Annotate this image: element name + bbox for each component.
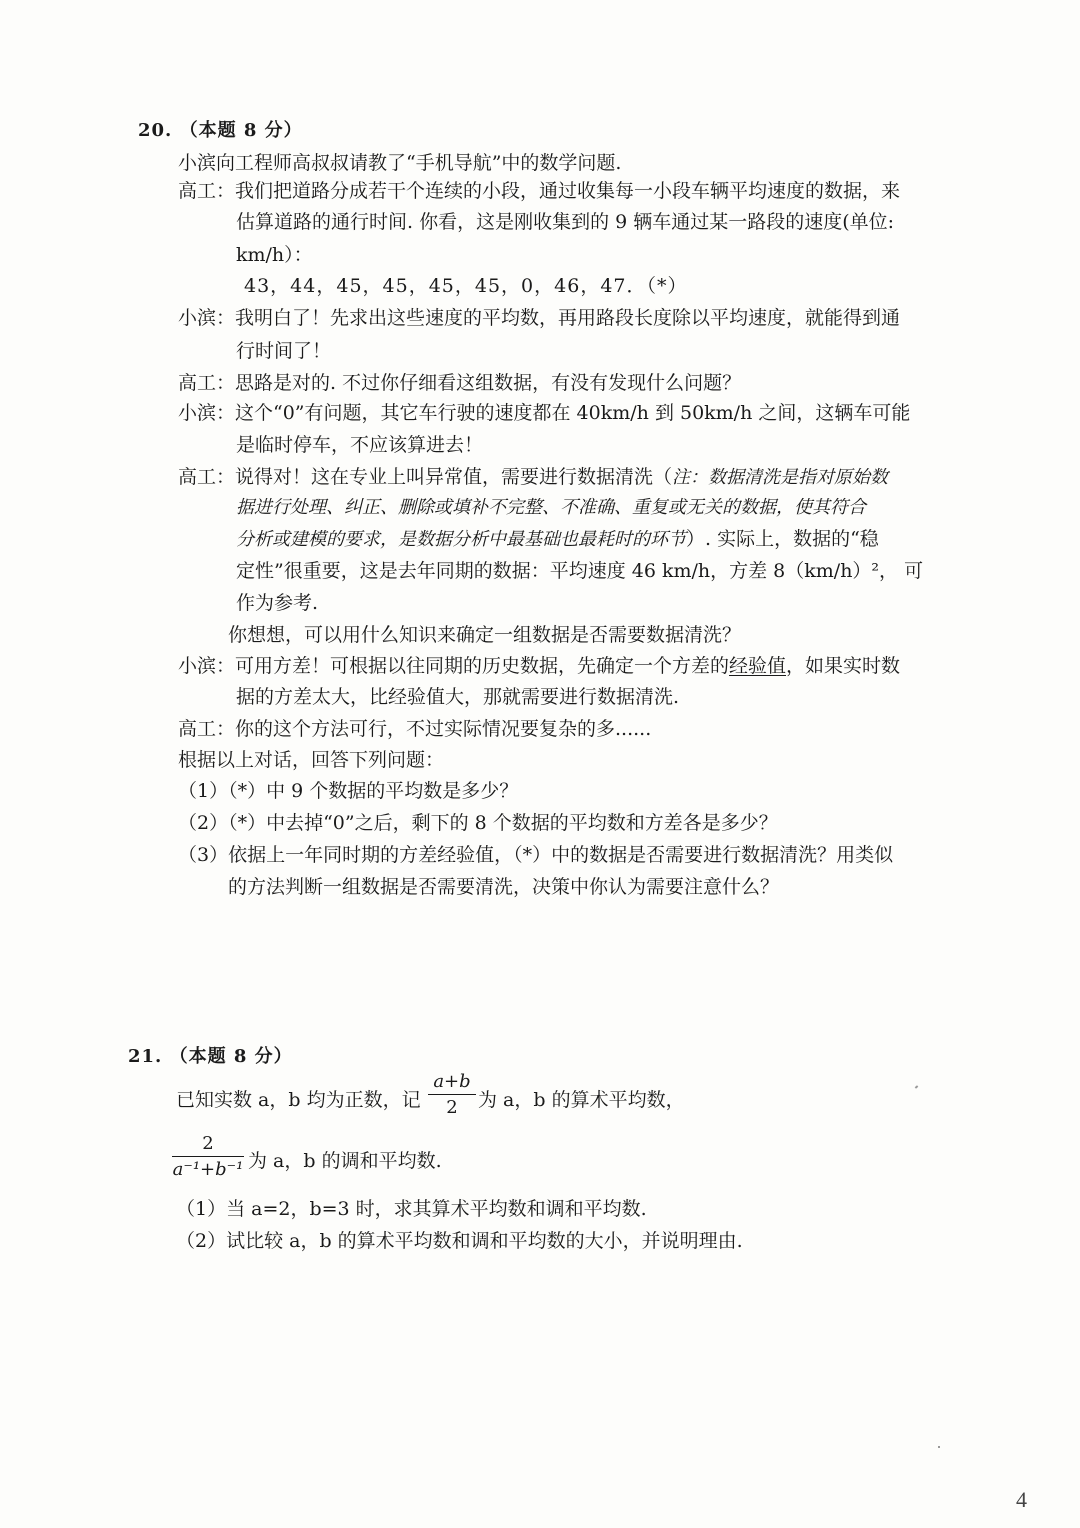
harmonic-mean-fraction: [172, 1133, 244, 1180]
fraction-denominator: 2: [446, 1097, 458, 1118]
scan-speck: [938, 1446, 940, 1448]
q20-sub3-line2: 的方法判断一组数据是否需要清洗，决策中你认为需要注意什么？: [228, 876, 780, 898]
q20-intro: 小滨向工程师高叔叔请教了“手机导航”中的数学问题.: [178, 152, 622, 174]
q20-bin3-tail: ，如果实时数: [786, 655, 901, 677]
q20-gao3-line4: 定性”很重要，这是去年同期的数据：平均速度 46 km/h，方差 8（km/h）²， 可: [236, 560, 924, 582]
q20-header: 20. （本题 8 分）: [138, 120, 303, 141]
q20-data-line: 43，44，45，45，45，45，0，46，47．（*）: [244, 275, 688, 297]
q21-line1-text: 已知实数 a，b 均为正数，记: [176, 1089, 421, 1111]
q20-gao4: 高工：你的这个方法可行，不过实际情况要复杂的多......: [178, 718, 652, 740]
q20-sub1: （1）（*）中 9 个数据的平均数是多少？: [178, 780, 519, 802]
fraction-bar: [172, 1156, 244, 1157]
page-number: 4: [1016, 1487, 1027, 1512]
scan-speck: [915, 1085, 919, 1088]
q20-sub2: （2）（*）中去掉“0”之后，剩下的 8 个数据的平均数和方差各是多少？: [178, 812, 778, 834]
q21-sub1: （1）当 a=2，b=3 时，求其算术平均数和调和平均数.: [176, 1198, 647, 1220]
q20-bin3-line1: [178, 651, 900, 678]
q20-gao1-line2: 估算道路的通行时间. 你看，这是刚收集到的 9 辆车通过某一路段的速度(单位:: [236, 211, 895, 233]
q20-gao3-line3: [236, 524, 879, 551]
q21-sub2: （2）试比较 a，b 的算术平均数和调和平均数的大小，并说明理由.: [176, 1230, 743, 1252]
fraction-numerator: a+b: [433, 1071, 471, 1092]
fraction-bar: [428, 1094, 476, 1095]
fraction-denominator: a⁻¹+b⁻¹: [172, 1159, 244, 1180]
q20-gao3-text: 高工：说得对！这在专业上叫异常值，需要进行数据清洗（: [178, 466, 673, 488]
q20-gao3-line3-tail: ）. 实际上，数据的“稳: [686, 528, 879, 550]
q20-gao3-note2: 据进行处理、纠正、删除或填补不完整、不准确、重复或无关的数据，使其符合: [236, 497, 866, 518]
q20-gao3-line5: 作为参考.: [236, 592, 319, 614]
q20-gao3-note3: 分析或建模的要求，是数据分析中最基础也最耗时的环节: [236, 529, 686, 550]
q20-sub3-line1: （3）依据上一年同时期的方差经验值，（*）中的数据是否需要进行数据清洗？用类似: [178, 844, 894, 866]
q21-line2-tail: 为 a，b 的调和平均数.: [248, 1150, 442, 1172]
q20-bin3-text: 小滨：可用方差！可根据以往同期的历史数据，先确定一个方差的: [178, 655, 730, 677]
q20-prompt: 根据以上对话，回答下列问题：: [178, 749, 445, 771]
q20-gao3-note1: 注：数据清洗是指对原始数: [672, 467, 889, 488]
q20-bin3-underlined: 经验值: [729, 655, 787, 677]
q20-gao1-line3: km/h）：: [236, 244, 313, 266]
q21-line1-tail: 为 a，b 的算术平均数，: [478, 1089, 685, 1111]
q20-gao3-line1: [178, 462, 888, 489]
q20-gao1-line1: 高工：我们把道路分成若干个连续的小段，通过收集每一小段车辆平均速度的数据，来: [178, 180, 901, 202]
fraction-numerator: 2: [202, 1133, 214, 1154]
q20-bin2-line1: 小滨：这个“0”有问题，其它车行驶的速度都在 40km/h 到 50km/h 之间，这辆车可能: [178, 402, 911, 424]
q20-gao2: 高工：思路是对的. 不过你仔细看这组数据，有没有发现什么问题？: [178, 372, 742, 394]
q20-bin1-line2: 行时间了！: [236, 340, 332, 362]
q20-bin1-line1: 小滨：我明白了！先求出这些速度的平均数，再用路段长度除以平均速度，就能得到通: [178, 307, 901, 329]
q20-bin2-line2: 是临时停车，不应该算进去！: [236, 434, 484, 456]
arithmetic-mean-fraction: [428, 1071, 476, 1118]
q20-think: 你想想，可以用什么知识来确定一组数据是否需要数据清洗？: [228, 624, 742, 646]
q20-bin3-line2: 据的方差太大，比经验值大，那就需要进行数据清洗.: [236, 686, 680, 708]
q21-header: 21. （本题 8 分）: [128, 1046, 293, 1067]
